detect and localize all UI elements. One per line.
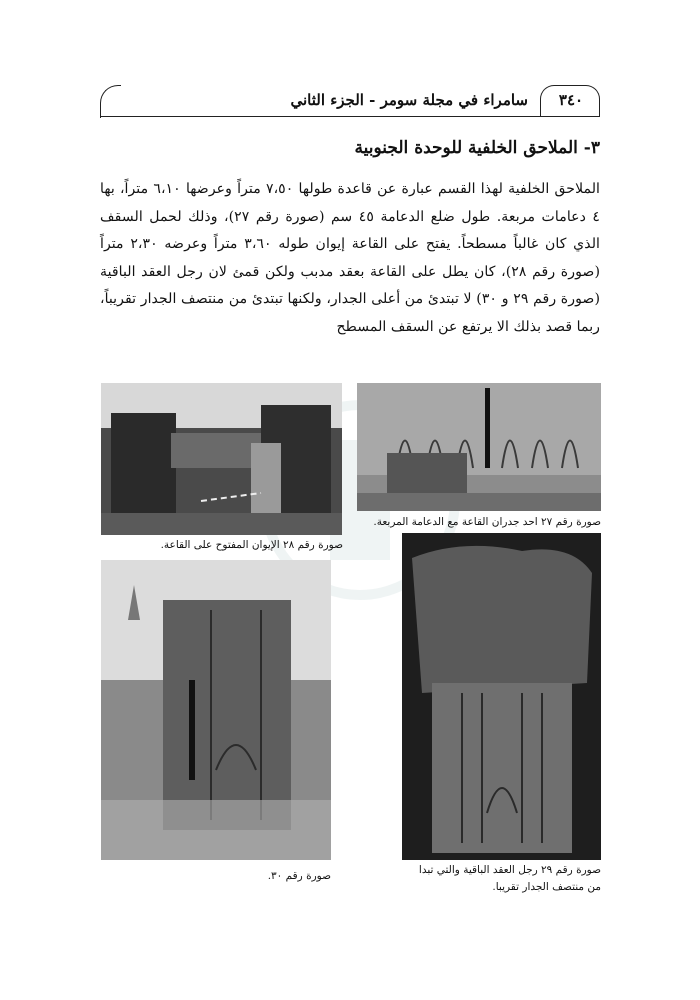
header-rule [100, 116, 600, 117]
caption-photo-27: صورة رقم ٢٧ احد جدران القاعة مع الدعامة المربعة. [373, 516, 601, 528]
caption-photo-28: صورة رقم ٢٨ الإيوان المفتوح على القاعة. [160, 539, 343, 551]
body-text [100, 176, 600, 342]
body-paragraph: الملاحق الخلفية لهذا القسم عبارة عن قاعدة طولها ٧،٥٠ متراً وعرضها ٦،١٠ متراً، بها ٤ دعامات مربعة. طول ضلع الدعامة ٤٥ سم (صورة رقم ٢٧)، وذلك لحمل السقف الذي كان غالباً مسطحاً. يفتح على القاعة إيوان طوله ٣،٦٠ متراً وعرضه ٢،٣٠ متراً (صورة رقم ٢٨)، كان يطل على القاعة بعقد مدبب ولكن قمئ لان رجل العقد الباقية (صورة رقم ٢٩ و ٣٠) لا تبتدئ من أعلى الجدار، ولكنها تبتدئ من منتصف الجدار تقريباً، ربما قصد بذلك الا يرتفع عن السقف المسطح [100, 181, 601, 335]
caption-photo-29-line2: من منتصف الجدار تقريبا. [492, 881, 601, 893]
photo-27-wall-pier [357, 383, 601, 511]
caption-photo-30: صورة رقم ٣٠. [267, 870, 331, 882]
section-heading: ٣- الملاحق الخلفية للوحدة الجنوبية [354, 138, 600, 158]
caption-photo-29-line1: صورة رقم ٢٩ رجل العقد الباقية والتي تبدا [418, 864, 601, 876]
photo-29-arch-springer [402, 533, 601, 860]
caption-photo-29 [381, 862, 601, 896]
photo-28-iwan [101, 383, 342, 535]
page-number: ٣٤٠ [558, 91, 584, 109]
running-header [100, 85, 600, 117]
header-title: سامراء في مجلة سومر - الجزء الثاني [290, 91, 528, 109]
header-left-ornament [100, 85, 121, 118]
photo-30-arch-springer [101, 560, 331, 860]
